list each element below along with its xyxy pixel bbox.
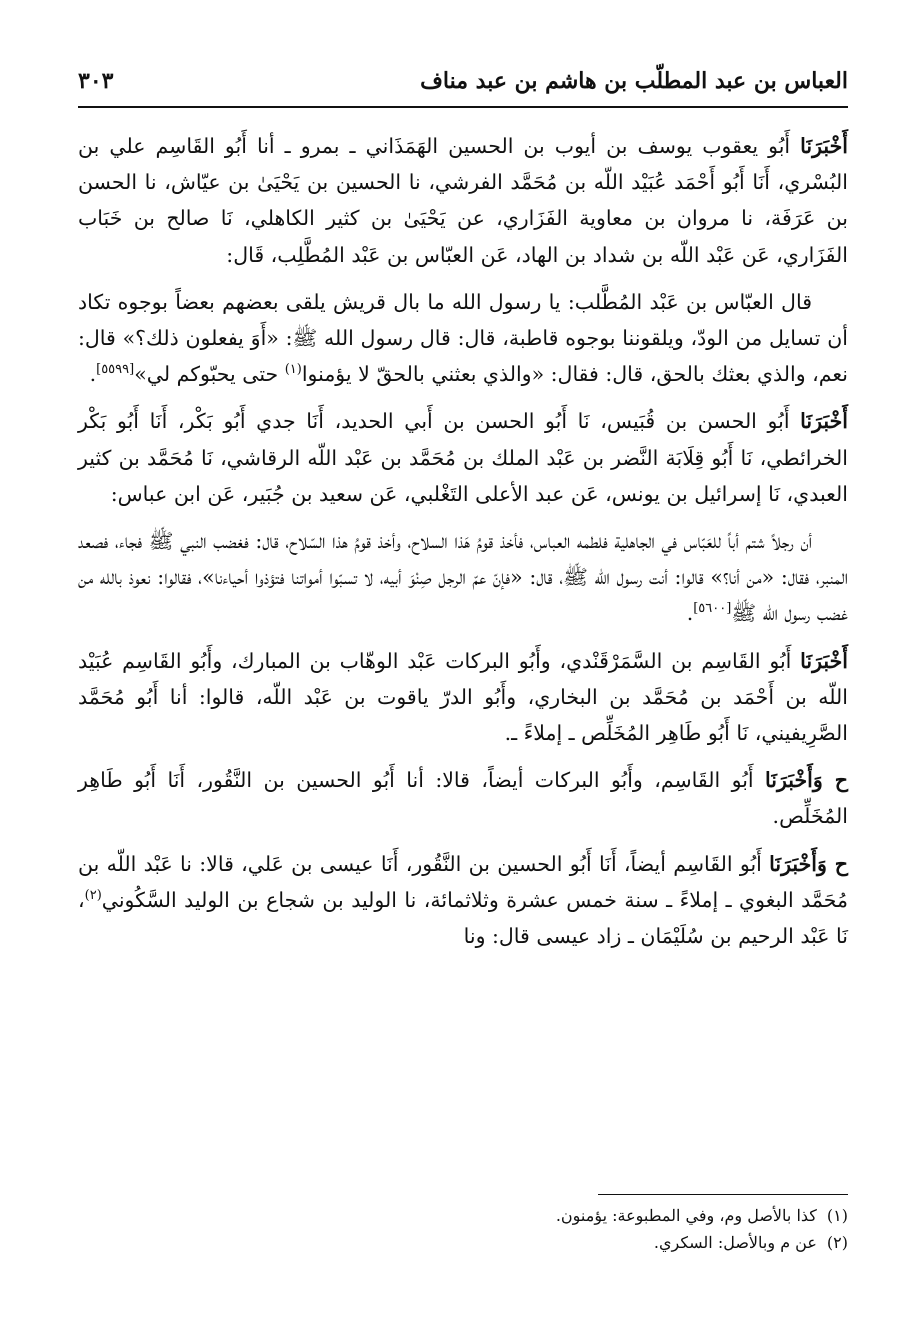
hadith-number: [٥٥٩٩] [96,362,135,378]
footnote-ref: (١) [284,362,302,378]
paragraph-text: أَبُو القَاسِم بن السَّمَرْقَنْدي، وأَبُو البركات عَبْد الوهّاب بن المبارك، وأَبُو القَاسِم عُبَيْد اللّه بن أَحْمَد بن مُحَمَّد بن البخاري، وأَبُو الدرّ ياقوت بن عَبْد اللّه، قالوا: أنا أَبُو مُحَمَّد الصَّرِيفيني، نَا أَبُو طَاهِر المُخَلِّص ـ إملاءً ـ. [78,648,848,746]
isnad-lead: أَخْبَرَنَا [800,134,848,158]
isnad-lead: أَخْبَرَنَا [800,409,848,434]
hadith-number: [٥٦٠٠] [693,601,732,617]
page-number: ٣٠٣ [78,68,114,94]
book-page [78,50,848,1320]
footnote-number: (٢) [826,1233,848,1252]
isnad-lead: ح وَأَخْبَرَنَا [765,768,848,793]
main-text [78,128,848,965]
footnote-ref: (٢) [84,888,102,904]
footnote-item [78,1229,848,1256]
paragraph-text: أَبُو الحسن بن قُبَيس، نَا أَبُو الحسن بن أَبي الحديد، أَنَا جدي أَبُو بَكْر، أَنَا أَبُو بَكْر الخرائطي، نَا أَبُو قِلَابَة النَّضر بن عَبْد الملك بن مُحَمَّد بن عَبْد اللّه الرقاشي، نَا مُحَمَّد بن كثير العبدي، نَا إسرائيل بن يونس، عَن عبد الأعلى التَغْلبي، عَن سعيد بن جُبَير، عَن ابن عباس: [78,409,848,506]
header-title: العباس بن عبد المطلّب بن هاشم بن عبد مناف [420,68,848,94]
paragraph-text: ، نَا عَبْد الرحيم بن سُلَيْمَان ـ زاد عيسى قال: ونا [78,887,848,949]
paragraph-end: . [686,601,694,626]
paragraph-4 [78,523,848,632]
paragraph-7 [78,846,848,955]
paragraph-text: أن رجلاً شتم أباً للعَبّاس في الجاهلية فلطمه العباس، فأخذ قومُ هَذا السلاح، وأخذ قومُ هذا السّلاح، قال: فغضب النبي ﷺ فجاء، فصعد المنبر، فقال: «من أنا؟» قالوا: أنت رسول اللّه ﷺ، قال: «فإنّ عمّ الرجل صِنْوَ أبيه، لا تسبّوا أمواتنا فتؤذوا أحياءنا»، فقالوا: نعوذ بالله من غضب رسول الله ﷺ [78,529,848,626]
paragraph-5 [78,643,848,752]
footnote-number: (١) [826,1206,848,1225]
isnad-lead: أَخْبَرَنَا [800,648,848,673]
footnote-text: كذا بالأصل وم، وفي المطبوعة: يؤمنون. [555,1206,817,1225]
paragraph-text: أَبُو يعقوب يوسف بن أيوب بن الحسين الهَمَذَاني ـ بمرو ـ أنا أَبُو القَاسِم علي بن البُسْري، أَنَا أَبُو أَحْمَد عُبَيْد اللّه بن مُحَمَّد الفرشي، نا الحسين بن يَحْيَىٰ بن عيّاش، نا الحسن بن عَرَفَة، نا مروان بن معاوية الفَزَاري، عن يَحْيَىٰ بن كثير الكاهلي، نَا صالح بن خَبَاب الفَزَاري، عَن عَبْد اللّه بن شداد بن الهاد، عَن العبّاس بن عَبْد المُطَّلِب، قَال: [78,134,848,267]
paragraph-text: قال العبّاس بن عَبْد المُطَّلب: يا رسول الله ما بال قريش يلقى بعضهم بعضاً بوجوه تكاد أن تسايل من الودّ، ويلقوننا بوجوه قاطبة، قال: قال رسول الله ﷺ: «أَوَ يفعلون ذلك؟» قال: نعم، والذي بعثك بالحق، قال: فقال: «والذي بعثني بالحقّ لا يؤمنوا [78,289,848,387]
isnad-lead: ح وَأَخْبَرَنَا [769,851,848,876]
running-header [78,64,848,98]
paragraph-end: . [89,362,97,387]
footnotes [78,1202,848,1256]
paragraph-text: أَبُو القَاسِم، وأَبُو البركات أيضاً، قالا: أنا أَبُو الحسين بن النَّقُور، أَنَا أَبُو طَاهِر المُخَلِّص. [78,768,848,829]
footnote-rule [598,1194,848,1195]
paragraph-3 [78,403,848,512]
paragraph-1 [78,128,848,273]
paragraph-text: أَبُو القَاسِم أيضاً، أَنَا أَبُو الحسين بن النَّقُور، أَنَا عيسى بن عَلي، قالا: نا عَبْد اللّه بن مُحَمَّد البغوي ـ إملاءً ـ سنة خمس عشرة وثلاثمائة، نا الوليد بن شجاع بن الوليد السَّكُوني [78,851,848,912]
footnote-item [78,1202,848,1229]
footnote-text: عن م وبالأصل: السكري. [653,1233,817,1252]
header-rule [78,106,848,108]
paragraph-text: حتى يحبّوكم لي» [134,362,285,387]
paragraph-6 [78,762,848,834]
paragraph-2 [78,284,848,393]
